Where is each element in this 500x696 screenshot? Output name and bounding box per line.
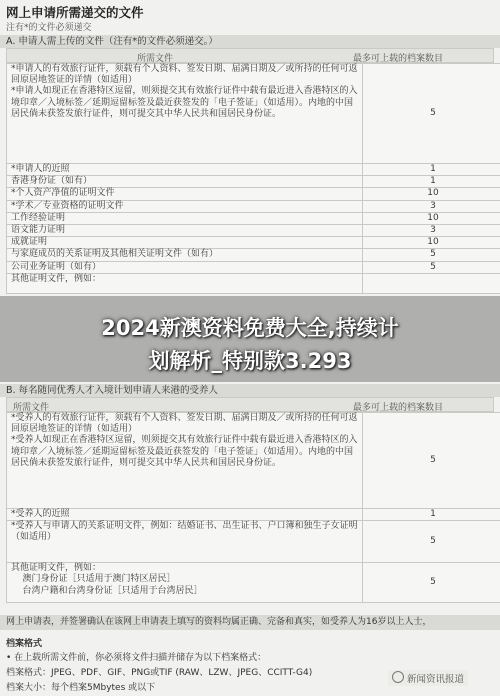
max-cell: 3 (363, 200, 500, 212)
format-line-3: 档案大小：每个档案5Mbytes 或以下 (6, 683, 156, 693)
table-row (7, 509, 500, 521)
table-row (7, 164, 500, 176)
max-cell (363, 273, 500, 293)
section-b-header: B. 每名随同优秀人才入境计划申请人来港的受养人 (0, 384, 500, 397)
page-note: 注有*的文件必须递交 (6, 23, 92, 33)
table-row (7, 237, 500, 249)
max-cell: 1 (363, 176, 500, 188)
table-row (7, 413, 500, 509)
page-title: 网上申请所需递交的文件 (6, 5, 144, 20)
section-a-table (6, 63, 500, 294)
overlay-headline-line2: 划解析_特别款3.293 (148, 349, 352, 373)
watermark (388, 670, 468, 686)
doc-cell: 工作经验证明 (7, 212, 363, 224)
declaration-line: 网上申请表，并签署确认在该网上申请表上填写的资料均属正确、完备和真实，如受养人为16岁以上人士， (0, 615, 500, 630)
col-max-a: 最多可上载的档案数目 (353, 54, 444, 64)
doc-cell: 其他证明文件，例如： 澳门身份证［只适用于澳门特区居民］ 台湾户籍和台湾身份证［只适用于台湾居民］ (7, 563, 363, 603)
col-docs-a: 所需文件 (137, 54, 174, 64)
doc-cell: *申请人的近照 (7, 164, 363, 176)
format-line-1: • 在上载所需文件前，你必须将文件扫描并储存为以下档案格式： (6, 653, 267, 663)
table-row (7, 200, 500, 212)
max-cell: 5 (363, 64, 500, 164)
table-row (7, 212, 500, 224)
max-cell: 5 (363, 563, 500, 603)
table-row (7, 521, 500, 563)
doc-cell: 成就证明 (7, 237, 363, 249)
table-row (7, 273, 500, 293)
format-line-2: 档案格式：JPEG、PDF、GIF、PNG或TIF (RAW、LZW、JPEG、CCITT-G4) (6, 668, 313, 678)
table-row (7, 64, 500, 164)
doc-cell: *申请人的有效旅行证件，须载有个人资料、签发日期、届满日期及／或所持的任何可返回原居地签证的详情（如适用） *申请人如现正在香港特区逗留，则须提交其有效旅行证件中载有最近进入香港特区的入境印章／入境标签／延期逗留标签及最近获签发的「电子签证」（如适用）。内地的中国居民倘未获签发旅行证件，则可提交其中华人民共和国居民身份证。 (7, 64, 363, 164)
max-cell: 1 (363, 509, 500, 521)
doc-cell: 公司业务证明（如有） (7, 261, 363, 273)
table-row (7, 261, 500, 273)
doc-cell: *受养人的近照 (7, 509, 363, 521)
doc-cell: 其他证明文件，例如： (7, 273, 363, 293)
section-a-table-header (6, 48, 494, 63)
max-cell: 10 (363, 237, 500, 249)
table-row (7, 249, 500, 261)
watermark-text: 新闻资讯报道 (407, 674, 465, 685)
col-docs-b: 所需文件 (13, 403, 50, 413)
max-cell: 5 (363, 413, 500, 509)
table-row (7, 188, 500, 200)
table-row (7, 176, 500, 188)
overlay-headline-line1: 2024新澳资料免费大全,持续计 (101, 316, 399, 340)
doc-cell: *受养人的有效旅行证件，须载有个人资料、签发日期、届满日期及／或所持的任何可返回原居地签证的详情（如适用） *受养人如现正在香港特区逗留，则须提交其有效旅行证件中载有最近进入香港特区的入境印章／入境标签／延期逗留标签及最近获签发的「电子签证」（如适用）。内地的中国居民倘未获签发旅行证件，则可提交其中华人民共和国居民身份证。 (7, 413, 363, 509)
table-row (7, 563, 500, 603)
max-cell: 1 (363, 164, 500, 176)
doc-cell: 语文能力证明 (7, 225, 363, 237)
section-b-table-header (6, 397, 494, 412)
section-b-table (6, 412, 500, 603)
max-cell: 10 (363, 212, 500, 224)
doc-cell: 香港身份证（如有） (7, 176, 363, 188)
max-cell: 5 (363, 521, 500, 563)
doc-cell: *个人资产净值的证明文件 (7, 188, 363, 200)
wechat-icon (392, 671, 404, 683)
doc-cell: *受养人与申请人的关系证明文件，例如：结婚证书、出生证书、户口簿和独生子女证明（如适用） (7, 521, 363, 563)
max-cell: 3 (363, 225, 500, 237)
max-cell: 5 (363, 261, 500, 273)
col-max-b: 最多可上载的档案数目 (353, 403, 444, 413)
max-cell: 5 (363, 249, 500, 261)
table-row (7, 225, 500, 237)
format-title: 档案格式 (6, 639, 43, 649)
max-cell: 10 (363, 188, 500, 200)
doc-cell: 与家庭成员的关系证明及其他相关证明文件（如有） (7, 249, 363, 261)
doc-cell: *学术／专业资格的证明文件 (7, 200, 363, 212)
section-a-header: A. 申请人需上传的文件（注有*的文件必须递交。） (0, 35, 500, 48)
